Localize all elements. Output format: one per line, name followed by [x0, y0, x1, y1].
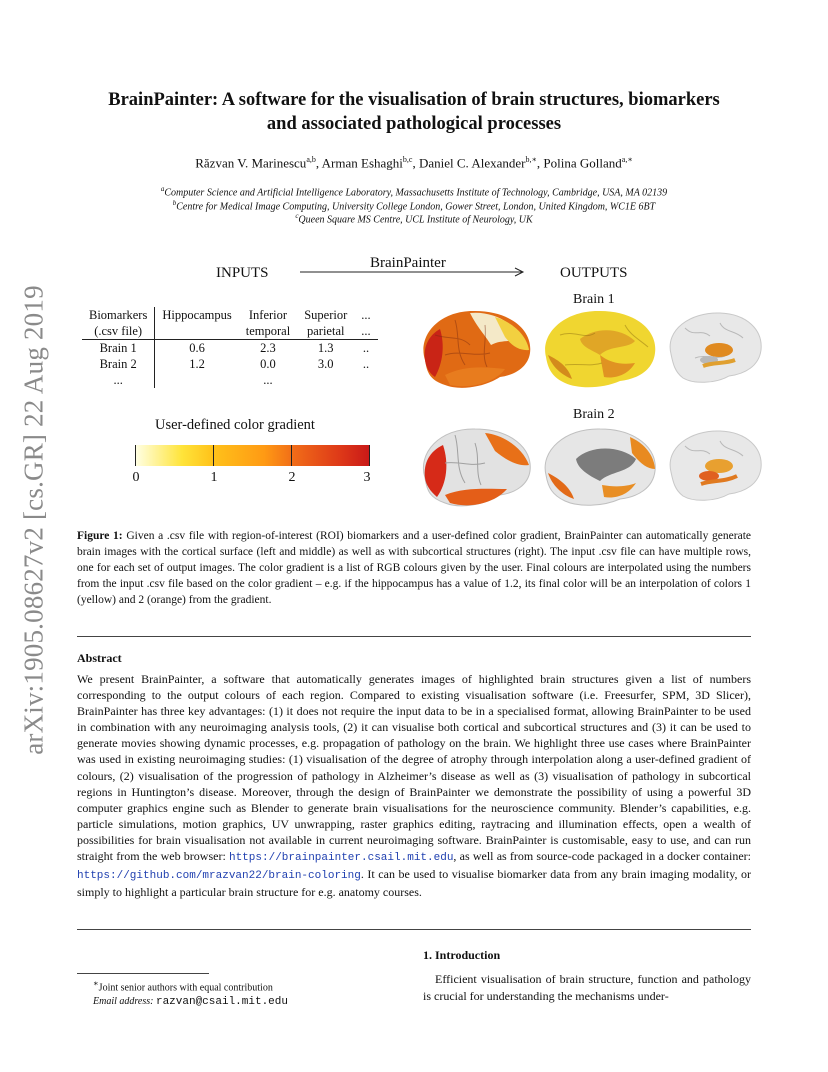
- divider: [77, 636, 751, 637]
- table-cell: 2.3: [260, 341, 276, 355]
- table-cell: [297, 372, 354, 388]
- affil-sup: c: [295, 212, 299, 220]
- affil-sup: a: [160, 185, 165, 193]
- section-heading: 1. Introduction: [423, 948, 501, 962]
- caption-text: Given a .csv file with region-of-interest (ROI) biomarkers and a user-defined color gradient, BrainPainter can automatically generate brain images with the cortical surface (left and middle) as well as with subcortical structures (right). The input .csv file can have multiple rows, one for each set of output images. The color gradient is a list of RGB colours given by the user. Final colours are interpolated using the numbers from the input .csv file based on the color gradient – e.g. if the hippocampus has a value of 1.2, its final color will be an interpolation of colors 1 (yellow) and 2 (orange) from the gradient.: [77, 530, 752, 606]
- table-cell: [155, 372, 239, 388]
- title-line-1: BrainPainter: A software for the visualisation of brain structures, biomarkers: [108, 90, 720, 110]
- brain2-medial-image: [540, 423, 660, 513]
- table-header-cell: ...: [354, 323, 377, 340]
- table-header-row: [82, 323, 378, 340]
- author-sup: a,b: [306, 155, 316, 164]
- table-cell: 1.2: [189, 357, 205, 371]
- intro-text: [423, 971, 751, 1004]
- divider: [77, 929, 751, 930]
- author-sup: b,c: [402, 155, 413, 164]
- brain2-lateral-image: [415, 423, 535, 513]
- abstract-body: . It can be used to visualise biomarker data from any brain imaging modality, or simply to highlight a particular brain structure for e.g. anatomy courses.: [77, 867, 751, 900]
- table-header-cell: (.csv file): [82, 323, 155, 340]
- web-link[interactable]: https://brainpainter.csail.mit.edu: [228, 852, 454, 865]
- brain1-label: Brain 1: [573, 292, 615, 307]
- table-header-row: [82, 307, 378, 323]
- table-header-cell: temporal: [239, 323, 297, 340]
- gradient-tick-label: 1: [210, 470, 218, 485]
- inputs-label: INPUTS: [216, 265, 269, 281]
- table-cell: 0.6: [189, 341, 205, 355]
- table-cell: 0.0: [260, 357, 276, 371]
- table-cell: ..: [362, 357, 370, 371]
- figure-caption: [77, 528, 751, 608]
- author-list: Răzvan V. Marinescu$^{a,b}$, Arman Eshaghi$^{b,c}$, Daniel C. Alexander$^{b,∗}$, Polina Golland$^{a,∗}$: [195, 155, 633, 171]
- brain1-subcortical-image: [665, 308, 765, 388]
- table-cell: ..: [362, 341, 370, 355]
- gradient-tick: [369, 445, 370, 466]
- abstract-body: , as well as from source-code packaged in a docker container:: [453, 849, 751, 864]
- outputs-label: OUTPUTS: [560, 265, 628, 281]
- biomarker-table: [82, 307, 378, 388]
- author: Arman Eshaghi: [321, 155, 403, 171]
- table-header-cell: ...: [361, 308, 371, 322]
- github-link[interactable]: https://github.com/mrazvan22/brain-coloring: [77, 870, 361, 883]
- brain2-label: Brain 2: [573, 407, 615, 422]
- abstract-heading: Abstract: [77, 651, 122, 665]
- footnote: [93, 977, 288, 1009]
- email-address: razvan@csail.mit.edu: [155, 996, 288, 1009]
- table-cell: ...: [263, 373, 273, 387]
- author-sup: b,∗: [525, 155, 537, 164]
- author-sup: a,∗: [621, 155, 633, 164]
- abstract-text: [77, 671, 751, 900]
- table-header-cell: Biomarkers: [82, 307, 155, 323]
- gradient-tick-label: 0: [132, 470, 140, 485]
- arrow-icon: [300, 266, 530, 278]
- gradient-tick: [291, 445, 292, 466]
- footnote-text: Joint senior authors with equal contribution: [98, 982, 273, 994]
- footnote-rule: [77, 973, 209, 974]
- gradient-tick: [135, 445, 136, 466]
- gradient-tick: [213, 445, 214, 466]
- brain1-medial-image: [540, 305, 660, 395]
- table-row: [82, 340, 378, 357]
- table-cell: 1.3: [317, 341, 334, 355]
- arrow-label: BrainPainter: [370, 255, 446, 271]
- affil-text: Centre for Medical Image Computing, University College London, Gower Street, London, United Kingdom, WC1E 6BT: [176, 201, 656, 213]
- arxiv-stamp: [14, 270, 54, 770]
- table-cell: Brain 1: [82, 340, 155, 357]
- table-header-cell: parietal: [297, 323, 354, 340]
- author: Răzvan V. Marinescu: [195, 155, 307, 171]
- gradient-label: User-defined color gradient: [155, 417, 315, 433]
- author: Polina Golland: [543, 155, 622, 171]
- author: Daniel C. Alexander: [418, 155, 526, 171]
- table-header-cell: Hippocampus: [162, 308, 232, 322]
- intro-body: Efficient visualisation of brain structure, function and pathology is crucial for understanding the mechanisms under-: [423, 972, 751, 1003]
- color-gradient-bar: [135, 445, 370, 466]
- paper-title: [60, 88, 768, 136]
- gradient-tick-label: 2: [288, 470, 296, 485]
- table-cell: Brain 2: [82, 356, 155, 372]
- table-header-cell: Inferior: [248, 308, 288, 322]
- brain1-lateral-image: [415, 305, 535, 395]
- affil-sup: b: [172, 199, 177, 207]
- table-cell: ...: [82, 372, 155, 388]
- table-header-cell: Superior: [304, 308, 348, 322]
- affil-text: Queen Square MS Centre, UCL Institute of Neurology, UK: [298, 214, 533, 226]
- table-header-cell: [155, 323, 239, 340]
- table-cell: [354, 372, 377, 388]
- email-label: Email address:: [93, 996, 154, 1008]
- table-row: [82, 356, 378, 372]
- affil-text: Computer Science and Artificial Intelligence Laboratory, Massachusetts Institute of Technology, Cambridge, USA, MA 02139: [164, 187, 668, 199]
- gradient-tick-label: 3: [363, 470, 371, 485]
- brain2-subcortical-image: [665, 426, 765, 506]
- affiliation: [60, 210, 768, 227]
- caption-label: Figure 1:: [77, 530, 123, 542]
- abstract-body: We present BrainPainter, a software that automatically generates images of highlighted brain structures given a list of numbers corresponding to the output colours of each region. Compared to existing visualisation software (i.e. Freesurfer, SPM, 3D Slicer), BrainPainter has three key advantages: (1) it does not require the input data to be in a specialised format, allowing BrainPainter to be used in combination with any neuroimaging analysis tools, (2) it can visualise both cortical and subcortical structures and (3) it can be used to generate movies showing dynamic processes, e.g. propagation of pathology on the brain. We highlight three use cases where BrainPainter was used in existing neuroimaging studies: (1) visualisation of the degree of atrophy through interpolation along a user-defined gradient of colours, (2) visualisation of the progression of pathology in Alzheimer’s disease as well as (3) visualisation of pathology in subcortical regions in Huntington’s disease. Moreover, through the design of BrainPainter we demonstrate the possibility of using a powerful 3D computer graphics engine such as Blender to generate brain visualisations for the neuroscience community. Blender’s capabilities, e.g. particle simulations, motion graphics, UV unwrapping, raster graphics editing, raytracing and illumination effects, open a wealth of possibilities for brain visualisation not available in current neuroimaging software. BrainPainter is customisable, easy to use, and can run straight from the web browser:: [77, 672, 751, 864]
- title-line-2: and associated pathological processes: [266, 114, 562, 134]
- arxiv-id: arXiv:1905.08627v2 [cs.GR] 22 Aug 2019: [18, 285, 49, 755]
- table-row: [82, 372, 378, 388]
- table-cell: 3.0: [317, 357, 334, 371]
- footnote-mark: ∗: [93, 979, 99, 988]
